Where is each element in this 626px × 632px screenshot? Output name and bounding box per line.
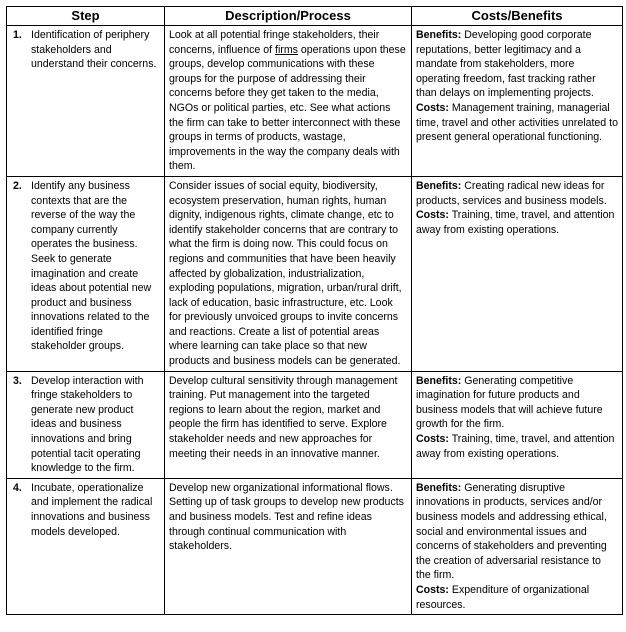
step-cell (7, 371, 165, 478)
process-table (6, 6, 623, 615)
table-row (7, 371, 623, 478)
table-header (7, 7, 623, 26)
benefits-text: Generating competitive imagination for future products and business models that will achieve future growth for the firm. (416, 374, 603, 431)
step-cell (7, 478, 165, 614)
step-container (11, 179, 160, 354)
costs-block (416, 432, 618, 461)
header-step: Step (7, 7, 165, 26)
step-cell (7, 176, 165, 371)
costs-block (416, 101, 618, 145)
step-container (11, 28, 160, 72)
benefits-block (416, 179, 618, 208)
costs-text: Expenditure of organizational resources. (416, 583, 590, 611)
costs-block (416, 583, 618, 612)
header-description: Description/Process (165, 7, 412, 26)
description-text: Develop new organizational informational flows. Setting up of task groups to develop new products and business models. Test and refine ideas through continual communication with stakeholders. (169, 481, 404, 553)
benefits-label: Benefits: (416, 481, 462, 494)
costs-benefits-cell (412, 478, 623, 614)
step-text: Incubate, operationalize and implement the radical innovations and business models developed. (31, 481, 153, 538)
description-text: Develop cultural sensitivity through management training. Put management into the targeted regions to learn about the region, market and people the firm has identified to serve. Explore stakeholder needs and new approaches for meeting their needs in an innovative manner. (169, 374, 398, 460)
description-text: Consider issues of social equity, biodiversity, ecosystem preservation, human rights, human dignity, indigenous rights, climate change, etc to identify stakeholder concerns that are contrary to what the firm is doing now. This could focus on regions and communities that have been heavily affected by globalization, industrialization, exploding populations, migration, urban/rural drift, lack of education, basic infrastructure, etc. Look for previously unvoiced groups to invite concerns and reactions. Create a list of potential areas where learning can take place so that new products and business models can be generated. (169, 179, 402, 368)
table-row (7, 478, 623, 614)
description-underlined-word: firms (275, 43, 298, 56)
costs-benefits-cell (412, 176, 623, 371)
step-container (11, 481, 160, 539)
benefits-text: Developing good corporate reputations, better legitimacy and a mandate from stakeholders, more operating freedom, fast tracking rather than delays on implementing projects. (416, 29, 596, 100)
costs-text: Training, time, travel, and attention away from existing operations. (416, 433, 615, 460)
costs-label: Costs: (416, 583, 449, 596)
header-costs-benefits: Costs/Benefits (412, 7, 623, 26)
table-row (7, 26, 623, 177)
step-text: Develop interaction with fringe stakeholders to generate new product ideas and business innovations and bring potential tacit operating knowledge to the firm. (31, 374, 144, 475)
costs-block (416, 208, 618, 237)
benefits-block (416, 481, 618, 583)
step-number: 4. (13, 481, 22, 494)
step-number: 3. (13, 374, 22, 387)
table-body (7, 26, 623, 615)
description-cell (165, 478, 412, 614)
benefits-text: Creating radical new ideas for products, services and business models. (416, 179, 607, 207)
step-number: 2. (13, 179, 22, 192)
benefits-label: Benefits: (416, 29, 462, 41)
costs-label: Costs: (416, 209, 449, 222)
header-row (7, 7, 623, 26)
step-cell (7, 26, 165, 177)
costs-text: Training, time, travel, and attention away from existing operations. (416, 209, 615, 236)
description-cell (165, 371, 412, 478)
step-number: 1. (13, 29, 22, 41)
costs-text: Management training, managerial time, travel and other activities unrelated to present general operational functioning. (416, 101, 618, 144)
costs-label: Costs: (416, 433, 449, 446)
step-container (11, 374, 160, 476)
benefits-label: Benefits: (416, 179, 462, 192)
step-text: Identification of periphery stakeholders and understand their concerns. (31, 29, 157, 71)
benefits-label: Benefits: (416, 374, 462, 387)
costs-benefits-cell (412, 371, 623, 478)
description-text: Look at all potential fringe stakeholders, their concerns, influence of (169, 29, 380, 56)
step-text: Identify any business contexts that are the reverse of the way the company currently operates the business. Seek to generate imagination and create ideas about potential new product and business innovations related to the identified fringe stakeholder groups. (31, 179, 152, 353)
benefits-block (416, 374, 618, 432)
benefits-text: Generating disruptive innovations in products, services and/or business models and addressing ethical, social and environmental issues and concerns of stakeholders and preventing the creation of adversarial resistance to the firm. (416, 481, 607, 582)
description-cell (165, 26, 412, 177)
costs-benefits-cell (412, 26, 623, 177)
table-row (7, 176, 623, 371)
costs-label: Costs: (416, 101, 449, 114)
description-text-continued: operations upon these groups, develop communications with these groups for the purpose of addressing their concerns before they get taken to the media, NGOs or political parties, etc. See what actions the firm can take to better interconnect with these groups in terms of products, wastage, improvements in the way the company deals with them. (169, 43, 406, 173)
description-cell (165, 176, 412, 371)
benefits-block (416, 28, 618, 101)
